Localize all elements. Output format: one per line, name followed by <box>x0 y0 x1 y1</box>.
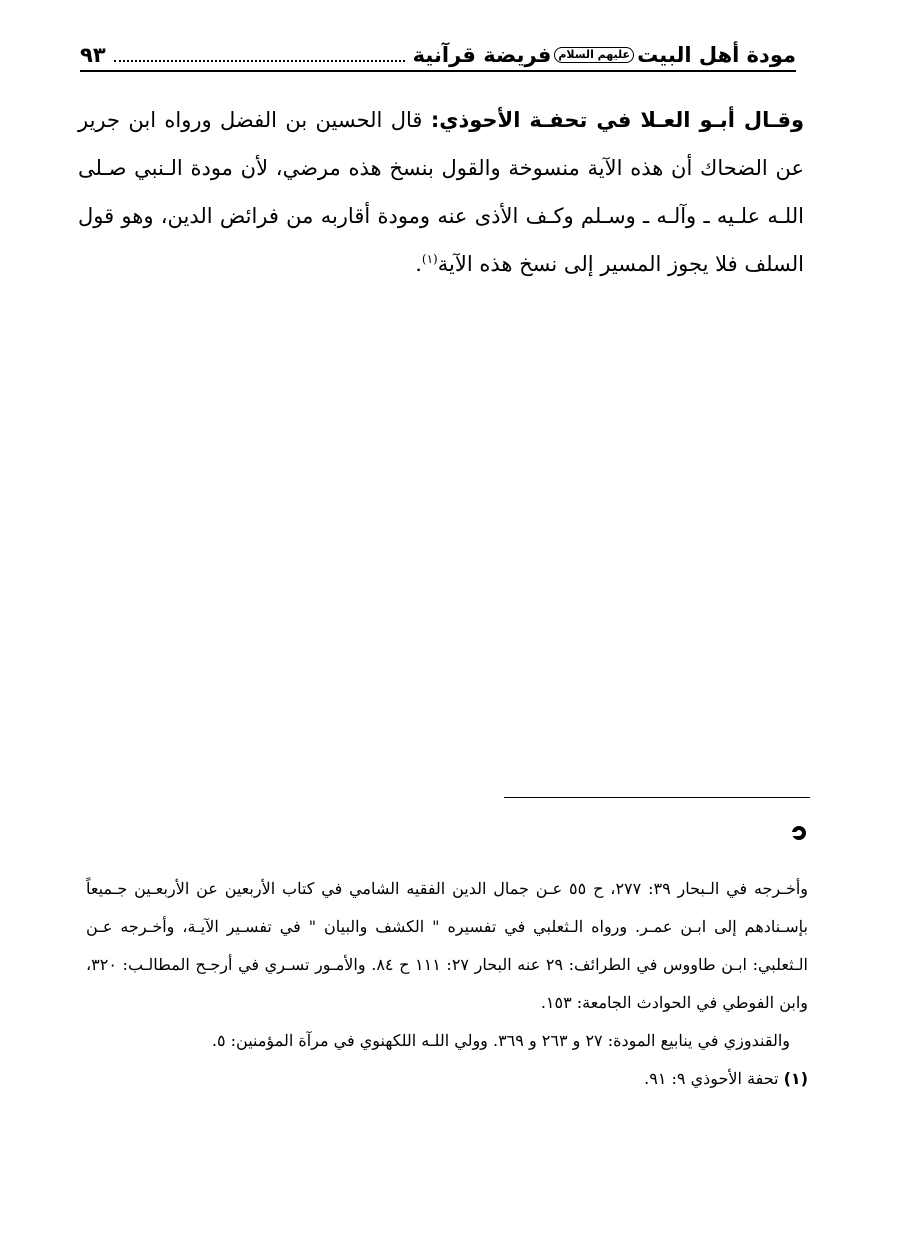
page-number: ٩٣ <box>80 43 106 67</box>
continuation-mark-icon <box>792 826 806 840</box>
header-title <box>413 45 796 66</box>
footnotes <box>86 870 808 1098</box>
header-title-part1: مودة أهل البيت <box>637 43 796 67</box>
footnote-continued: وأخـرجه في الـبحار ٣٩: ٢٧٧، ح ٥٥ عـن جمال الدين الفقيه الشامي في كتاب الأربعين عن الأربعـين جـميعاً بإسـنادهم إلى ابـن عمـر. ورواه الـثعلبي في تفسيره " الكشف والبيان " في تفسـير الآيـة، وأخـرجه عـن الـثعلبي: ابـن طاووس في الطرائف: ٢٩ عنه البحار ٢٧: ١١١ ح ٨٤. والأمـور تسـري في أرجـح المطالـب: ٣٢٠، وابن الفوطي في الحوادث الجامعة: ١٥٣. <box>86 879 809 1012</box>
header-dot-leader <box>114 60 405 62</box>
honorific-glyph: عليهم السلام <box>554 47 634 63</box>
footnote-reference: (١) <box>421 252 438 266</box>
body-text: قال الحسين بن الفضل ورواه ابن جرير عن الضحاك أن هذه الآية منسوخة والقول بنسخ هذه مرضي، لأن مودة الـنبي صـلى اللـه علـيه ـ وآلـه ـ وسـلم وكـف الأذى عنه ومودة أقاربه من فرائض الدين، وهو قول السلف فلا يجوز المسير إلى نسخ هذه الآية <box>78 108 804 276</box>
footnote-number: (١) <box>783 1069 808 1088</box>
running-header <box>80 28 796 72</box>
body-end: . <box>415 252 422 276</box>
footnote-separator <box>504 797 810 798</box>
footnote-item <box>86 1060 808 1098</box>
header-title-part2: فريضة قرآنية <box>412 43 552 67</box>
footnote-text: تحفة الأحوذي ٩: ٩١. <box>644 1069 779 1088</box>
body-lead: وقـال أبـو العـلا في تحفـة الأحوذي: <box>430 108 805 132</box>
body-paragraph <box>78 96 804 288</box>
footnote-continued-last-line: والقندوزي في ينابيع المودة: ٢٧ و ٢٦٣ و ٣٦٩. وولي اللـه اللكهنوي في مرآة المؤمنين: ٥. <box>211 1031 790 1050</box>
